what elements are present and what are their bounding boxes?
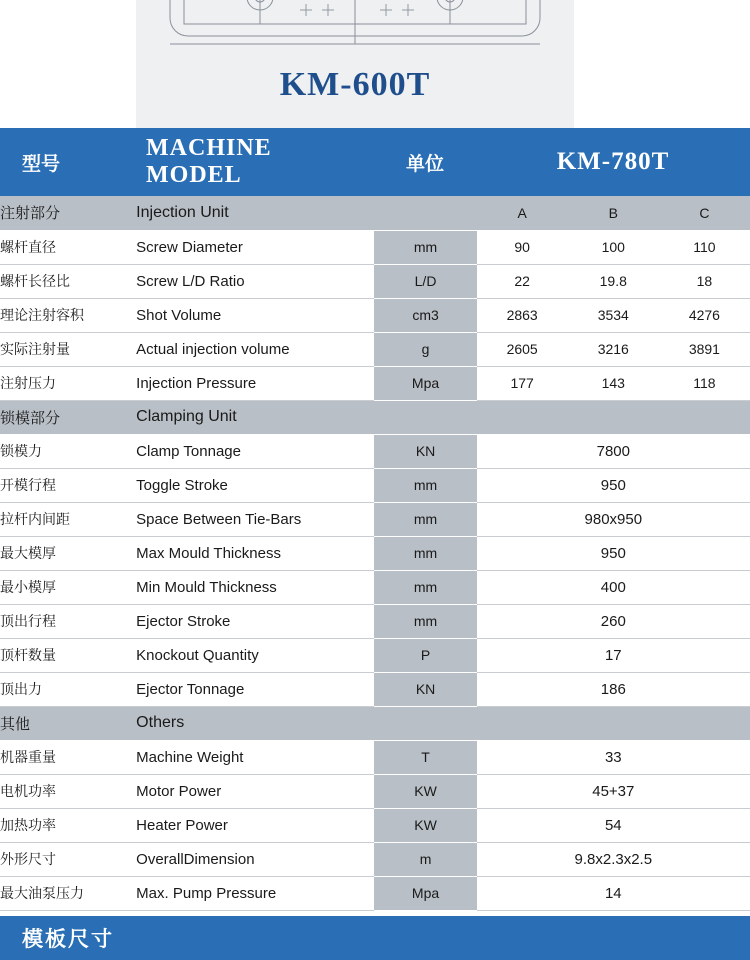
header-unit-cn: 单位 [405, 153, 444, 175]
row-label-cn: 顶出行程 [0, 604, 136, 638]
row-label-en: Screw L/D Ratio [136, 264, 374, 298]
row-unit: P [374, 638, 476, 672]
row-value-a: 2605 [477, 332, 568, 366]
table-row [0, 740, 750, 774]
row-label-cn: 注射压力 [0, 366, 136, 400]
table-row [0, 366, 750, 400]
row-label-en: Clamp Tonnage [136, 434, 374, 468]
row-value-c: 3891 [659, 332, 750, 366]
row-value-c: 18 [659, 264, 750, 298]
machine-platen-outline-drawing [150, 0, 560, 62]
table-row [0, 468, 750, 502]
section-band-cn: 锁模部分 [0, 400, 136, 434]
row-unit: m [374, 842, 476, 876]
table-row [0, 604, 750, 638]
section-band-en: Injection Unit [136, 196, 374, 230]
table-row [0, 434, 750, 468]
row-value-b: 3216 [568, 332, 659, 366]
row-label-cn: 拉杆内间距 [0, 502, 136, 536]
row-value: 54 [477, 808, 750, 842]
header-model-en: MACHINE MODEL [146, 135, 272, 188]
row-label-cn: 理论注射容积 [0, 298, 136, 332]
row-label-en: Max. Pump Pressure [136, 876, 374, 910]
row-label-cn: 最大油泵压力 [0, 876, 136, 910]
subheader-c: C [659, 196, 750, 230]
row-unit: mm [374, 536, 476, 570]
table-row [0, 672, 750, 706]
row-label-cn: 外形尺寸 [0, 842, 136, 876]
section-band-cn: 注射部分 [0, 196, 136, 230]
table-row [0, 264, 750, 298]
row-value-a: 2863 [477, 298, 568, 332]
section-band-en: Clamping Unit [136, 400, 374, 434]
table-row [0, 842, 750, 876]
row-label-en: Machine Weight [136, 740, 374, 774]
hero-right-band [574, 0, 750, 128]
row-value: 9.8x2.3x2.5 [477, 842, 750, 876]
table-row [0, 638, 750, 672]
row-label-en: Motor Power [136, 774, 374, 808]
row-label-en: Injection Pressure [136, 366, 374, 400]
row-value: 260 [477, 604, 750, 638]
row-label-en: Ejector Stroke [136, 604, 374, 638]
row-label-cn: 电机功率 [0, 774, 136, 808]
table-row [0, 570, 750, 604]
row-value: 33 [477, 740, 750, 774]
row-label-en: Min Mould Thickness [136, 570, 374, 604]
table-header-row [0, 128, 750, 196]
row-label-cn: 锁模力 [0, 434, 136, 468]
row-value: 950 [477, 536, 750, 570]
row-unit: mm [374, 230, 476, 264]
row-value-a: 177 [477, 366, 568, 400]
row-value: 186 [477, 672, 750, 706]
row-value-a: 90 [477, 230, 568, 264]
row-value: 45+37 [477, 774, 750, 808]
row-label-cn: 最大模厚 [0, 536, 136, 570]
row-value-c: 4276 [659, 298, 750, 332]
row-label-en: Knockout Quantity [136, 638, 374, 672]
table-row [0, 774, 750, 808]
row-label-en: Max Mould Thickness [136, 536, 374, 570]
row-value: 17 [477, 638, 750, 672]
section-band-clamping [0, 400, 750, 434]
row-label-cn: 开模行程 [0, 468, 136, 502]
row-unit: cm3 [374, 298, 476, 332]
bottom-section-bar [0, 916, 750, 960]
row-unit: mm [374, 604, 476, 638]
header-model-cn: 型号 [22, 153, 61, 175]
row-unit: KN [374, 672, 476, 706]
row-label-cn: 实际注射量 [0, 332, 136, 366]
row-value: 950 [477, 468, 750, 502]
row-label-en: Screw Diameter [136, 230, 374, 264]
section-band-unit-spacer [374, 706, 476, 740]
table-row [0, 536, 750, 570]
row-unit: KW [374, 808, 476, 842]
row-unit: Mpa [374, 876, 476, 910]
table-row [0, 230, 750, 264]
row-value-b: 143 [568, 366, 659, 400]
row-unit: mm [374, 502, 476, 536]
section-band-unit-spacer [374, 400, 476, 434]
hero-section [0, 0, 750, 128]
hero-left-band [0, 0, 136, 128]
header-model-value: KM-780T [556, 148, 670, 175]
row-label-en: Actual injection volume [136, 332, 374, 366]
row-label-en: OverallDimension [136, 842, 374, 876]
row-unit: mm [374, 570, 476, 604]
row-value-c: 110 [659, 230, 750, 264]
row-unit: L/D [374, 264, 476, 298]
row-unit: g [374, 332, 476, 366]
section-band-en: Others [136, 706, 374, 740]
section-band-cn: 其他 [0, 706, 136, 740]
row-unit: KN [374, 434, 476, 468]
table-row [0, 332, 750, 366]
row-value: 14 [477, 876, 750, 910]
row-value-b: 3534 [568, 298, 659, 332]
section-band-value-spacer [477, 706, 750, 740]
row-unit: Mpa [374, 366, 476, 400]
section-band-unit-spacer [374, 196, 476, 230]
table-row [0, 808, 750, 842]
section-band-value-spacer [477, 400, 750, 434]
row-value: 400 [477, 570, 750, 604]
row-label-en: Ejector Tonnage [136, 672, 374, 706]
row-label-cn: 螺杆直径 [0, 230, 136, 264]
row-unit: T [374, 740, 476, 774]
subheader-a: A [477, 196, 568, 230]
bottom-section-label: 模板尺寸 [22, 928, 114, 951]
section-band-injection [0, 196, 750, 230]
row-label-en: Toggle Stroke [136, 468, 374, 502]
table-row [0, 298, 750, 332]
row-label-en: Shot Volume [136, 298, 374, 332]
section-band-others [0, 706, 750, 740]
subheader-b: B [568, 196, 659, 230]
row-value-b: 19.8 [568, 264, 659, 298]
row-label-cn: 加热功率 [0, 808, 136, 842]
table-row [0, 502, 750, 536]
table-row [0, 876, 750, 910]
row-label-cn: 最小模厚 [0, 570, 136, 604]
row-unit: KW [374, 774, 476, 808]
row-label-cn: 顶出力 [0, 672, 136, 706]
row-value: 7800 [477, 434, 750, 468]
row-value-b: 100 [568, 230, 659, 264]
row-value: 980x950 [477, 502, 750, 536]
row-label-cn: 顶杆数量 [0, 638, 136, 672]
row-value-c: 118 [659, 366, 750, 400]
row-label-cn: 机器重量 [0, 740, 136, 774]
row-label-en: Heater Power [136, 808, 374, 842]
row-unit: mm [374, 468, 476, 502]
row-label-cn: 螺杆长径比 [0, 264, 136, 298]
row-label-en: Space Between Tie-Bars [136, 502, 374, 536]
spec-table [0, 196, 750, 911]
hero-model-title: KM-600T [279, 66, 431, 103]
row-value-a: 22 [477, 264, 568, 298]
